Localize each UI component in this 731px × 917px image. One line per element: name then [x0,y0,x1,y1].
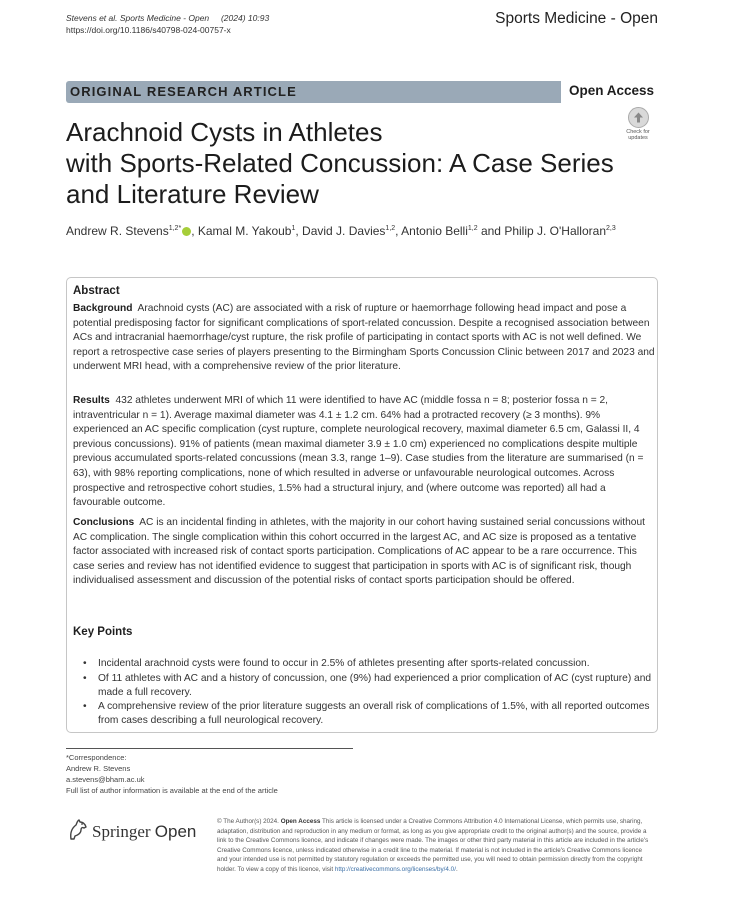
year-page: (2024) 10:93 [220,13,270,23]
correspondence-name: Andrew R. Stevens [66,764,131,773]
background-label: Background [73,303,133,314]
journal-citation: Stevens et al. Sports Medicine - Open [66,13,210,23]
check-for-updates-badge[interactable] [621,107,655,143]
background-text: Arachnoid cysts (AC) are associated with a risk of rupture or haemorrhage following head impact and pose a potential predisposing factor for significant complications of sport-related concussion. Despite a recognised association between ACs and intracranial haemorrhage/cyst rupture, the risk profile of participating in contact sports with AC is not well defined. We report a retrospective case series of players presenting to the Birmingham Sports Concussion Clinic between 2017 and 2023 and underwent MRI head, with a comprehensive review of the prior literature. [73,303,655,373]
key-points-heading: Key Points [73,626,133,638]
abstract-background [73,302,656,375]
author-name[interactable]: Kamal M. Yakoub [197,224,292,238]
doi-link[interactable]: https://doi.org/10.1186/s40798-024-00757-x [66,25,231,35]
footnote-divider [66,748,353,749]
author-affiliation: 1 [291,225,296,232]
check-updates-icon [628,107,649,128]
list-item: • Incidental arachnoid cysts were found to occur in 2.5% of athletes presenting after sports-related concussion. [83,658,590,669]
license-link[interactable]: http://creativecommons.org/licenses/by/4.0/ [334,865,456,873]
author-affiliation: 1,2* [168,225,182,232]
abstract-heading: Abstract [73,285,120,297]
license-body: This article is licensed under a Creative Commons Attribution 4.0 International License, which permits use, sharing, adaptation, distribution and reproduction in any medium or format, as long as you give appropriate credit to the original author(s) and the source, provide a link to the Creative Commons licence, and indicate if changes were made. The images or other third party material in this article are included in the article's Creative Commons licence, unless indicated otherwise in a credit line to the material. If material is not included in the article's Creative Commons licence and your intended use is not permitted by statutory regulation or exceeds the permitted use, you will need to obtain permission directly from the copyright holder. To view a copy of this licence, visit [217,818,649,873]
author-affiliation: 1,2 [467,225,478,232]
license-open-access: Open Access [280,818,321,825]
article-title: Arachnoid Cysts in Athletes with Sports-Related Concussion: A Case Series and Literature Review [66,117,614,209]
author-name[interactable]: Antonio Belli [401,224,468,238]
orcid-icon[interactable] [182,227,191,236]
correspondence-label: *Correspondence: [66,753,127,762]
author-name[interactable]: Andrew R. Stevens [66,224,169,238]
springer-horse-icon [66,817,90,848]
check-updates-text: Check for updates [626,129,650,141]
abstract-conclusions [73,516,656,589]
bullet-icon: • [83,672,87,684]
author-info-note: Full list of author information is available at the end of the article [66,786,278,795]
results-label: Results [73,395,110,406]
correspondence-block [66,752,278,796]
journal-name: Sports Medicine - Open [495,10,658,27]
bullet-icon: • [83,701,87,713]
publisher-suffix: Open [154,822,197,841]
list-item: • A comprehensive review of the prior literature suggests an overall risk of complications of 1.5%, with all reported outcomes from cases describing a full neurological recovery. [83,701,650,727]
results-text: 432 athletes underwent MRI of which 11 were identified to have AC (middle fossa n = 8; posterior fossa n = 2, intraventricular n = 1). Average maximal diameter was 4.1 ± 1.2 cm. 64% had a protracted recovery (≥ 3 months). 9% experienced an AC specific complication (cyst rupture, complete neurological recovery, maximal diameter 6.5 cm, Galassi II, 4 previous concussions). 91% of patients (mean maximal diameter 3.9 ± 1.0 cm) experienced no complications despite multiple previous accumulated sports-related concussions (mean 3.3, range 1–9). Case studies from the literature are summarised (n = 63), with 98% reporting complications, none of which resulted in adverse or unfavourable neurological outcomes. Across prospective and retrospective cohort studies, 1.5% had a structural injury, and (where outcome was reported) all had a favourable outcome. [73,395,644,509]
list-item: • Of 11 athletes with AC and a history of concussion, one (9%) had experienced a prior complication of AC (cyst rupture) and made a full recovery. [83,672,652,698]
abstract-results [73,394,656,511]
author-name[interactable]: Philip J. O'Halloran [504,224,606,238]
key-points-list [73,657,653,729]
publisher-name: Springer [92,822,151,841]
citation-line [66,12,269,24]
license-text: © The Author(s) 2024. Open Access This article is licensed under a Creative Commons Attribution 4.0 International License, which permits use, sharing, adaptation, distribution and reproduction in any medium or format, as long as you give appropriate credit to the original author(s) and the source, provide a link to the Creative Commons licence, and indicate if changes were made. The images or other third party material in this article are included in the article's Creative Commons licence, unless indicated otherwise in a credit line to the material. If material is not included in the article's Creative Commons licence and your intended use is not permitted by statutory regulation or exceeds the permitted use, you will need to obtain permission directly from the copyright holder. To view a copy of this licence, visit http://creativecommons.org/licenses/by/4.0/. [217,818,649,873]
author-affiliation: 1,2 [385,225,396,232]
open-access-label: Open Access [561,81,658,103]
author-affiliation: 2,3 [606,225,616,232]
author-list: Andrew R. Stevens$^{1,2*}$ , Kamal M. Yakoub$^1$, David J. Davies$^{1,2}$, Antonio Belli$^{1,2}$ and Philip J. O'Halloran$^{2,3}$ [66,224,616,238]
author-name[interactable]: David J. Davies [302,224,386,238]
license-copyright: © The Author(s) 2024. [217,818,279,825]
correspondence-email[interactable]: a.stevens@bham.ac.uk [66,775,145,784]
bullet-icon: • [83,658,87,669]
publisher-logo[interactable] [92,822,196,842]
running-header [66,12,269,36]
conclusions-label: Conclusions [73,517,135,528]
article-type: ORIGINAL RESEARCH ARTICLE [70,84,297,99]
conclusions-text: AC is an incidental finding in athletes, with the majority in our cohort having sustained serial concussions without AC complication. The single complication within this cohort occurred in the largest AC, and AC size is proposed as a tentative factor associated with increased risk of contact sports participation. Complications of AC appear to be a rare occurrence. This case series and review has not identified evidence to suggest that participation in sports with AC is of significant risk, though individualised assessment and discussion of the potential risks of contact sports participation should be offered. [73,517,645,587]
article-type-banner [66,81,658,103]
